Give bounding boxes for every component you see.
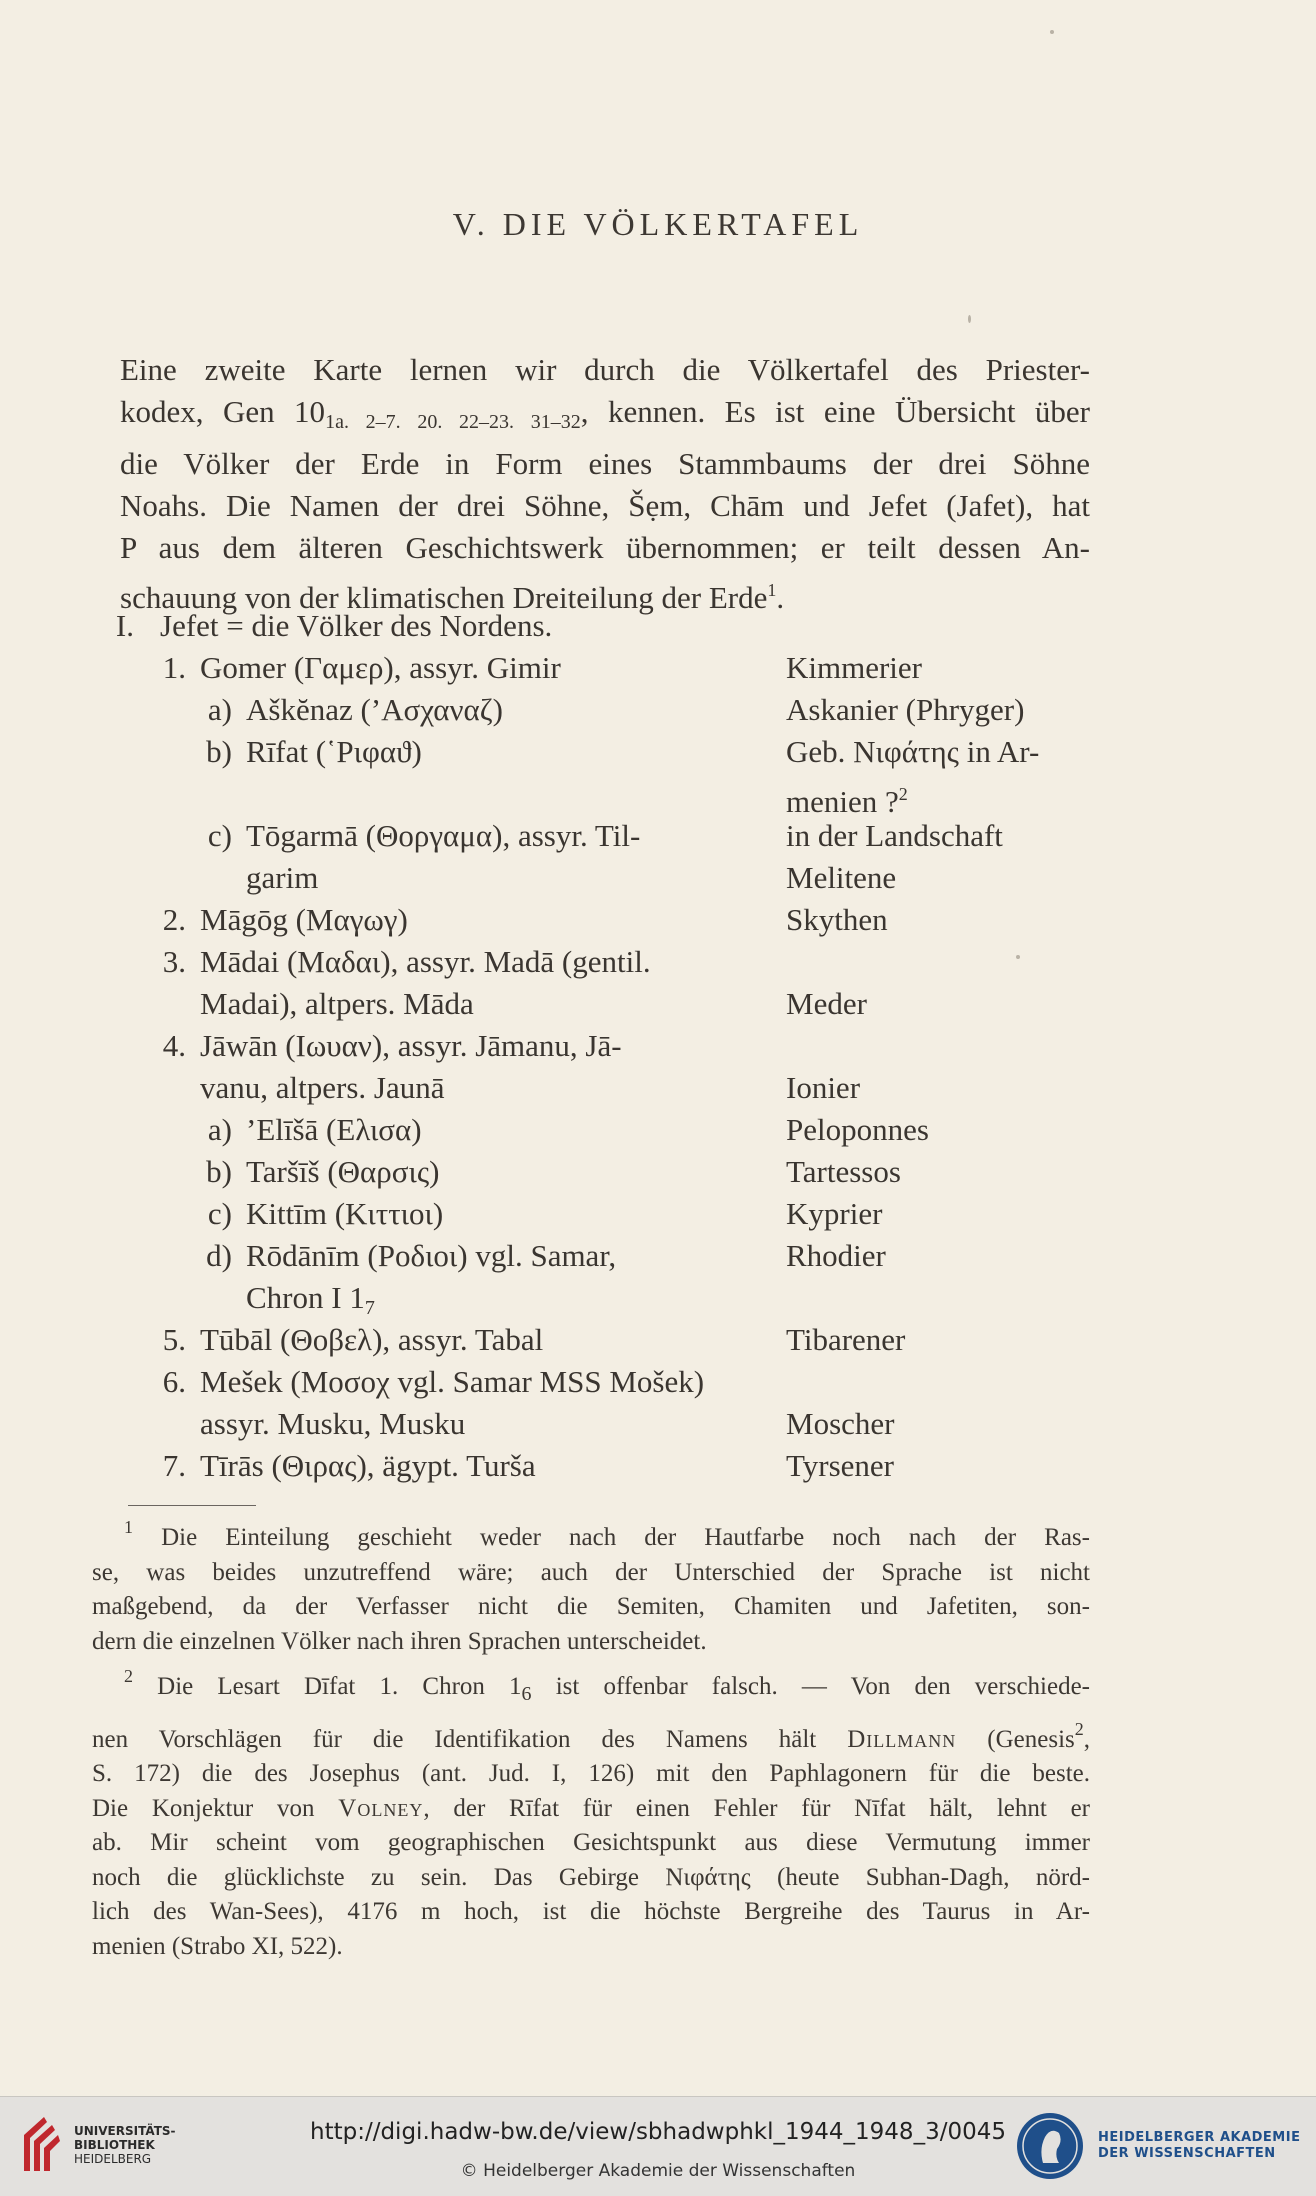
list-item-number: 7. (162, 1448, 186, 1483)
footnotes (92, 1510, 1090, 1964)
paper-speck (968, 315, 971, 323)
list-item-text: Rōdānīm (Ροδιοι) vgl. Samar, (246, 1238, 617, 1273)
intro-paragraph (120, 349, 1090, 619)
list-item (0, 857, 1316, 899)
list-item-number: 5. (162, 1322, 186, 1357)
list-item-text: Madai), altpers. Māda (200, 986, 474, 1021)
list-item-text: Gomer (Γαμερ), assyr. Gimir (200, 650, 561, 685)
list-item-number: 2. (162, 902, 186, 937)
footnote-rule (128, 1505, 256, 1506)
list-item-number: 3. (162, 944, 186, 979)
list-item-text: Taršīš (Θαρσις) (246, 1154, 440, 1189)
list-item-people: Melitene (786, 860, 897, 895)
list-item-number: b) (206, 734, 232, 769)
list-item-text: Tōgarmā (Θοργαμα), assyr. Til- (246, 818, 641, 853)
list-item-number: c) (207, 1196, 232, 1231)
viewer-footer-bar (0, 2096, 1316, 2196)
list-item-people: menien ?$^2$ (786, 784, 908, 819)
list-item (0, 941, 1316, 983)
list-item-number: 1. (162, 650, 186, 685)
list-item-text: assyr. Musku, Musku (200, 1406, 466, 1441)
university-library-name: UNIVERSITÄTS- BIBLIOTHEK HEIDELBERG (74, 2124, 176, 2166)
list-item-people: Tyrsener (786, 1448, 895, 1483)
footnote-line: menien (Strabo XI, 522). (92, 1932, 343, 1960)
list-item (0, 689, 1316, 731)
list-item-people: Rhodier (786, 1238, 886, 1273)
footnote-line: ab. Mir scheint vom geographischen Gesichtspunkt aus diese Vermutung immer (92, 1829, 1090, 1856)
list-item-text: Mešek (Μοσοχ vgl. Samar MSS Mošek) (200, 1364, 705, 1399)
list-item (0, 1319, 1316, 1361)
list-item (0, 1193, 1316, 1235)
list-item-people: Skythen (786, 902, 888, 937)
intro-line: die Völker der Erde in Form eines Stammbaums der drei Söhne (120, 446, 1090, 481)
list-item (0, 1109, 1316, 1151)
list-item (0, 1235, 1316, 1277)
intro-line: Eine zweite Karte lernen wir durch die Völkertafel des Priester- (120, 352, 1090, 387)
footnote-line: S. 172) die des Josephus (ant. Jud. I, 126) mit den Paphlagonern für die beste. (92, 1760, 1090, 1787)
list-item-number: b) (206, 1154, 232, 1189)
list-item-number: 6. (162, 1364, 186, 1399)
list-item (0, 773, 1316, 819)
intro-line: P aus dem älteren Geschichtswerk übernommen; er teilt dessen An- (120, 530, 1090, 565)
list-item-number: a) (207, 692, 232, 727)
chapter-title: V. DIE VÖLKERTAFEL (452, 206, 864, 242)
list-item (0, 731, 1316, 773)
list-item-text: Māgōg (Μαγωγ) (200, 902, 408, 937)
list-item-text: Mādai (Μαδαι), assyr. Madā (gentil. (200, 944, 651, 979)
footnote-line: nen Vorschlägen für die Identifikation des Namens hält Dillmann (Genesis$^2$, (92, 1718, 1091, 1753)
intro-line: Noahs. Die Namen der drei Söhne, Šẹm, Chām und Jefet (Jafet), hat (120, 488, 1090, 523)
list-item-people: Peloponnes (786, 1112, 929, 1147)
paper-speck (1050, 30, 1054, 34)
list-item-people: Moscher (786, 1406, 895, 1441)
list-item (0, 1025, 1316, 1067)
list-item-text: Jāwān (Ιωυαν), assyr. Jāmanu, Jā- (200, 1028, 622, 1063)
footnote-line: lich des Wan-Sees), 4176 m hoch, ist die höchste Bergreihe des Taurus in Ar- (92, 1898, 1090, 1925)
academy-name: HEIDELBERGER AKADEMIE DER WISSENSCHAFTEN (1098, 2130, 1301, 2161)
list-item-text: Chron I $1_7$ (246, 1280, 375, 1319)
list-item-number: c) (207, 818, 232, 853)
list-item-people: Tibarener (786, 1322, 906, 1357)
list-item-people: in der Landschaft (786, 818, 1003, 853)
list-item (0, 647, 1316, 689)
list-item (0, 983, 1316, 1025)
list-item-people: Kimmerier (786, 650, 923, 685)
list-item-number: 4. (162, 1028, 186, 1063)
list-item (0, 1067, 1316, 1109)
list-item (0, 1445, 1316, 1487)
list-item-text: Aškĕnaz (’Ασχαναζ) (246, 692, 503, 727)
footnote-line: noch die glücklichste zu sein. Das Gebirge Νιφάτης (heute Subhan-Dagh, nörd- (92, 1863, 1090, 1891)
permalink-url[interactable]: http://digi.hadw-bw.de/view/sbhadwphkl_1944_1948_3/0045 (310, 2119, 1006, 2145)
list-heading: I. Jefet = die Völker des Nordens. (115, 608, 553, 643)
footnote-line: dern die einzelnen Völker nach ihren Sprachen unterscheidet. (92, 1627, 707, 1655)
peoples-list (0, 605, 1316, 1487)
list-item-text: garim (246, 860, 319, 895)
list-item (0, 1361, 1316, 1403)
copyright-notice: © Heidelberger Akademie der Wissenschaften (460, 2161, 856, 2181)
list-item-people: Geb. Νιφάτης in Ar- (786, 734, 1040, 769)
list-item-people: Tartessos (786, 1154, 901, 1189)
academy-seal-icon (1015, 2111, 1085, 2181)
list-item-text: Rīfat (῾Ριφαϑ) (246, 734, 422, 769)
list-item-text: Tūbāl (Θοβελ), assyr. Tabal (200, 1322, 544, 1357)
list-item-people: Kyprier (786, 1196, 883, 1231)
list-item-text: ’Elīšā (Ελισα) (246, 1112, 422, 1147)
list-item (0, 1403, 1316, 1445)
list-item (0, 1151, 1316, 1193)
list-item-people: Askanier (Phryger) (786, 692, 1025, 727)
list-item (0, 899, 1316, 941)
list-item-number: a) (207, 1112, 232, 1147)
footnote-line: maßgebend, da der Verfasser nicht die Semiten, Chamiten und Jafetiten, son- (92, 1593, 1090, 1620)
list-item-text: Tīrās (Θιρας), ägypt. Turša (200, 1448, 536, 1483)
list-item-people: Ionier (786, 1070, 861, 1105)
list-item (0, 1277, 1316, 1319)
intro-line: schauung von der klimatischen Dreiteilung der Erde$^1$. (120, 580, 785, 615)
footnote-line: $^1$ Die Einteilung geschieht weder nach der Hautfarbe noch nach der Ras- (124, 1517, 1090, 1551)
list-item-text: vanu, altpers. Jaunā (200, 1070, 445, 1105)
intro-line: kodex, Gen $10_{1a. 2-7. 20. 22-23. 31-32}$, kennen. Es ist eine Übersicht über (120, 394, 1090, 433)
footnote-line: Die Konjektur von Volney, der Rīfat für einen Fehler für Nīfat hält, lehnt er (92, 1794, 1090, 1822)
list-item-number: d) (206, 1238, 232, 1273)
list-item-people: Meder (786, 986, 867, 1021)
list-item-text: Kittīm (Κιττιοι) (246, 1196, 444, 1231)
list-item (0, 815, 1316, 857)
footnote-line: se, was beides unzutreffend wäre; auch der Unterschied der Sprache ist nicht (92, 1558, 1090, 1586)
footnote-line: $^2$ Die Lesart Dīfat 1. Chron $1_6$ ist offenbar falsch. — Von den verschiede- (124, 1666, 1091, 1705)
